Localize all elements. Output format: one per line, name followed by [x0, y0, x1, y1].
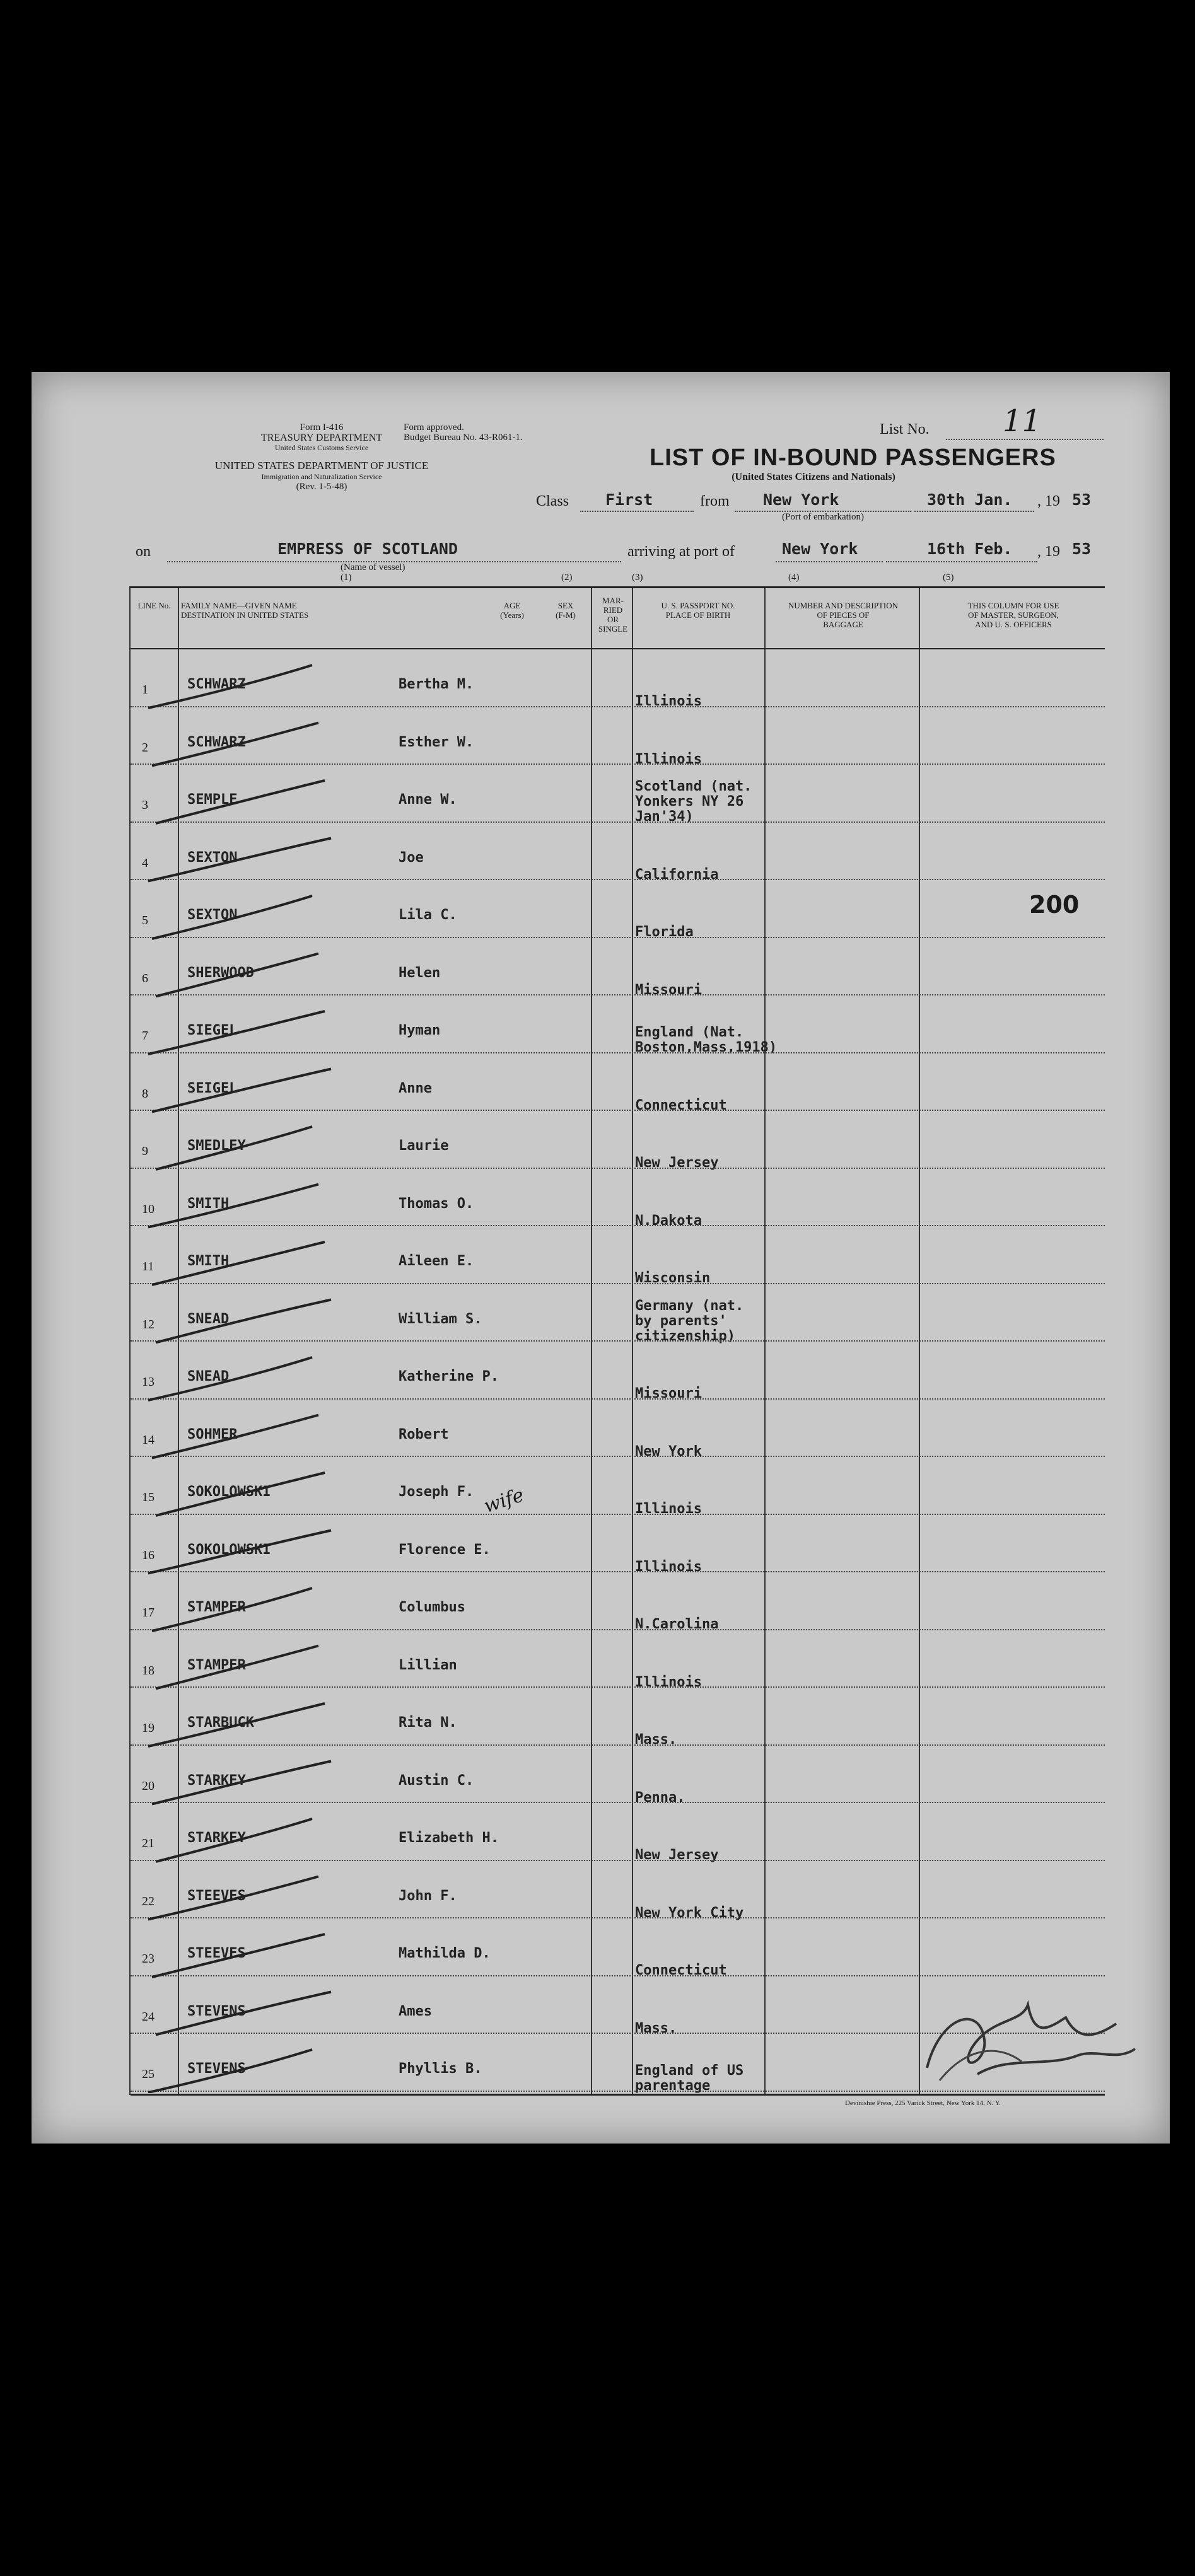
form-title: LIST OF IN-BOUND PASSENGERS [650, 444, 1056, 471]
family-name: STARBUCK [187, 1715, 254, 1731]
check-mark [148, 1011, 325, 1054]
family-name: SEXTON [187, 849, 238, 866]
given-name: Esther W. [399, 734, 474, 750]
place-of-birth: Penna. [635, 1789, 685, 1806]
place-of-birth: New York City [635, 1905, 744, 1921]
place-of-birth: England (Nat. Boston,Mass,1918) [635, 1024, 778, 1055]
arriving-label: arriving at port of [627, 543, 735, 560]
departure-year-prefix: , 19 [1037, 493, 1060, 509]
line-number: 25 [142, 2067, 154, 2081]
family-name: STAMPER [187, 1657, 246, 1673]
line-number: 19 [142, 1721, 154, 1735]
treasury-dept: TREASURY DEPARTMENT [260, 432, 383, 443]
check-mark [152, 1242, 325, 1285]
given-name: Lillian [399, 1657, 457, 1673]
place-of-birth: Connecticut [635, 1963, 727, 1978]
family-name: SMEDLEY [187, 1138, 246, 1154]
check-mark [156, 1127, 312, 1169]
ins-service: Immigration and Naturalization Service [261, 472, 382, 481]
check-mark [152, 1069, 331, 1112]
family-name: SNEAD [187, 1311, 230, 1327]
from-value: New York [763, 490, 839, 509]
given-name: Lila C. [399, 907, 457, 923]
handwritten-check-marks [129, 586, 1104, 2093]
check-mark [156, 954, 318, 997]
line-number: 20 [142, 1778, 154, 1793]
given-name: John F. [399, 1888, 457, 1904]
family-name: SEXTON [187, 907, 238, 923]
family-name: SMITH [187, 1253, 230, 1269]
form-subtitle: (United States Citizens and Nationals) [732, 472, 895, 482]
place-of-birth: New York [635, 1443, 702, 1459]
place-of-birth: Wisconsin [635, 1270, 711, 1286]
budget-bureau: Budget Bureau No. 43-R061-1. [404, 432, 523, 443]
line-number: 4 [142, 856, 148, 870]
given-name: Anne W. [399, 792, 457, 808]
family-name: STAMPER [187, 1599, 246, 1615]
arrival-date-line [886, 561, 1037, 562]
line-number: 11 [142, 1260, 154, 1273]
place-of-birth: Illinois [635, 1501, 702, 1517]
check-mark [148, 838, 331, 881]
handwritten-wife-note: wife [481, 1483, 527, 1518]
place-of-birth: N.Carolina [635, 1616, 719, 1632]
check-mark [148, 2050, 312, 2092]
place-of-birth: N.Dakota [635, 1212, 702, 1229]
customs-service: United States Customs Service [274, 443, 369, 452]
place-of-birth: Illinois [635, 1558, 702, 1575]
justice-dept: UNITED STATES DEPARTMENT OF JUSTICE [214, 460, 429, 472]
col-num-4: (4) [788, 572, 800, 583]
family-name: STEEVES [187, 1946, 246, 1961]
family-name: SOKOLOWSKI [187, 1541, 271, 1558]
on-label: on [136, 543, 151, 560]
family-name: SNEAD [187, 1369, 230, 1384]
line-number: 22 [142, 1894, 154, 1908]
vessel-name: EMPRESS OF SCOTLAND [277, 540, 458, 558]
given-name: Elizabeth H. [399, 1830, 499, 1846]
col-header-age: AGE (Years) [500, 601, 524, 620]
from-label: from [700, 493, 730, 509]
officer-signature [902, 1980, 1154, 2087]
list-number: 11 [1003, 403, 1042, 439]
revision: (Rev. 1-5-48) [296, 482, 347, 492]
printer-credit: Devinishie Press, 225 Varick Street, New York 14, N. Y. [845, 2099, 1001, 2107]
check-mark [156, 1473, 325, 1516]
arrival-year-prefix: , 19 [1037, 543, 1060, 560]
form-approved: Form approved. [404, 422, 464, 432]
passenger-manifest-page [32, 372, 1170, 2144]
col-num-3: (3) [632, 572, 643, 583]
place-of-birth: Germany (nat. by parents' citizenship) [635, 1297, 744, 1344]
given-name: Ames [399, 2003, 432, 2019]
given-name: William S. [399, 1311, 482, 1327]
col-header-officers: THIS COLUMN FOR USE OF MASTER, SURGEON, AND U. S. OFFICERS [967, 601, 1059, 629]
check-mark [152, 723, 318, 766]
line-number: 10 [142, 1202, 154, 1216]
line-number: 3 [142, 798, 148, 812]
class-label: Class [536, 493, 569, 509]
col-num-5: (5) [943, 572, 954, 583]
col-header-name: FAMILY NAME—GIVEN NAME DESTINATION IN UNITED STATES [181, 601, 309, 620]
place-of-birth: Missouri [635, 982, 702, 998]
given-name: Phyllis B. [399, 2061, 482, 2077]
list-no-line [946, 439, 1104, 440]
place-of-birth: Mass. [635, 2020, 677, 2036]
place-of-birth: Florida [635, 924, 694, 940]
family-name: SCHWARZ [187, 676, 246, 692]
form-number: Form I-416 [300, 422, 344, 432]
family-name: STARKEY [187, 1830, 246, 1846]
given-name: Austin C. [399, 1772, 474, 1789]
check-mark [148, 1703, 325, 1746]
family-name: SOHMER [187, 1426, 238, 1442]
arrival-port-line [776, 561, 883, 562]
check-mark [148, 1877, 318, 1920]
col-header-passport: U. S. PASSPORT NO. PLACE OF BIRTH [661, 601, 735, 620]
arrival-date: 16th Feb. [927, 540, 1013, 558]
check-mark [156, 1646, 318, 1689]
col-header-married: MAR- RIED OR SINGLE [598, 596, 628, 634]
family-name: SEIGEL [187, 1080, 238, 1096]
line-number: 17 [142, 1606, 154, 1620]
place-of-birth: Scotland (nat. Yonkers NY 26 Jan'34) [635, 779, 752, 825]
family-name: SEMPLE [187, 792, 238, 808]
check-mark [148, 1185, 318, 1227]
departure-year: 53 [1072, 490, 1092, 509]
class-value: First [605, 490, 653, 509]
line-number: 13 [142, 1375, 154, 1389]
embark-note: (Port of embarkation) [782, 512, 864, 522]
check-mark [148, 1531, 331, 1574]
line-number: 12 [142, 1317, 154, 1332]
given-name: Rita N. [399, 1715, 457, 1731]
place-of-birth: Mass. [635, 1732, 677, 1748]
given-name: Anne [399, 1080, 432, 1096]
given-name: Joseph F. [399, 1484, 474, 1500]
officer-note: 200 [1029, 891, 1080, 919]
check-mark [152, 1415, 318, 1458]
place-of-birth: Illinois [635, 693, 702, 709]
table-bottom-rule [131, 2094, 1105, 2096]
col-num-2: (2) [561, 572, 573, 583]
given-name: Florence E. [399, 1541, 491, 1558]
family-name: SMITH [187, 1195, 230, 1212]
given-name: Aileen E. [399, 1253, 474, 1269]
place-of-birth: Connecticut [635, 1097, 727, 1113]
check-mark [156, 1819, 312, 1862]
given-name: Bertha M. [399, 676, 474, 692]
family-name: SCHWARZ [187, 734, 246, 750]
list-no-label: List No. [880, 421, 930, 438]
given-name: Mathilda D. [399, 1946, 491, 1961]
family-name: STARKEY [187, 1772, 246, 1789]
check-mark [152, 1761, 331, 1804]
place-of-birth: New Jersey [635, 1155, 719, 1171]
given-name: Robert [399, 1426, 449, 1442]
check-mark [148, 665, 312, 708]
given-name: Columbus [399, 1599, 465, 1615]
class-line [580, 511, 694, 512]
col-num-1: (1) [341, 572, 352, 583]
family-name: SHERWOOD [187, 965, 254, 981]
family-name: STEVENS [187, 2061, 246, 2077]
line-number: 6 [142, 971, 148, 985]
col-header-baggage: NUMBER AND DESCRIPTION OF PIECES OF BAGGAGE [788, 601, 899, 629]
line-number: 15 [142, 1490, 154, 1504]
place-of-birth: Illinois [635, 1674, 702, 1690]
line-number: 7 [142, 1029, 148, 1043]
check-mark [156, 1300, 331, 1343]
line-number: 8 [142, 1086, 148, 1101]
line-number: 16 [142, 1548, 154, 1562]
check-mark [152, 1588, 312, 1631]
line-number: 9 [142, 1144, 148, 1158]
arrival-port: New York [782, 540, 858, 558]
col-header-line: LINE No. [137, 601, 171, 610]
line-number: 5 [142, 914, 148, 927]
arrival-year: 53 [1072, 540, 1092, 558]
given-name: Hyman [399, 1023, 441, 1038]
line-number: 18 [142, 1663, 154, 1678]
date-line [914, 511, 1034, 512]
line-number: 1 [142, 683, 148, 697]
given-name: Laurie [399, 1138, 449, 1154]
place-of-birth: Missouri [635, 1386, 702, 1401]
check-mark [152, 896, 312, 939]
family-name: STEVENS [187, 2003, 246, 2019]
check-mark [152, 1934, 325, 1977]
family-name: SIEGEL [187, 1023, 238, 1038]
line-number: 23 [142, 1952, 154, 1966]
given-name: Helen [399, 965, 441, 981]
vessel-note: (Name of vessel) [341, 562, 405, 572]
family-name: STEEVES [187, 1888, 246, 1904]
check-mark [156, 780, 325, 823]
given-name: Joe [399, 849, 424, 866]
check-mark [156, 1992, 331, 2035]
col-header-sex: SEX (F-M) [556, 601, 576, 620]
line-number: 14 [142, 1432, 154, 1447]
given-name: Katherine P. [399, 1369, 499, 1384]
line-number: 21 [142, 1836, 154, 1850]
family-name: SOKOLOWSKI [187, 1484, 271, 1500]
place-of-birth: New Jersey [635, 1847, 719, 1863]
line-number: 24 [142, 2009, 154, 2024]
place-of-birth: England of US parentage [635, 2063, 744, 2094]
place-of-birth: California [635, 866, 719, 883]
place-of-birth: Illinois [635, 751, 702, 767]
line-number: 2 [142, 740, 148, 755]
departure-date: 30th Jan. [927, 490, 1013, 509]
given-name: Thomas O. [399, 1195, 474, 1212]
check-mark [148, 1357, 312, 1400]
